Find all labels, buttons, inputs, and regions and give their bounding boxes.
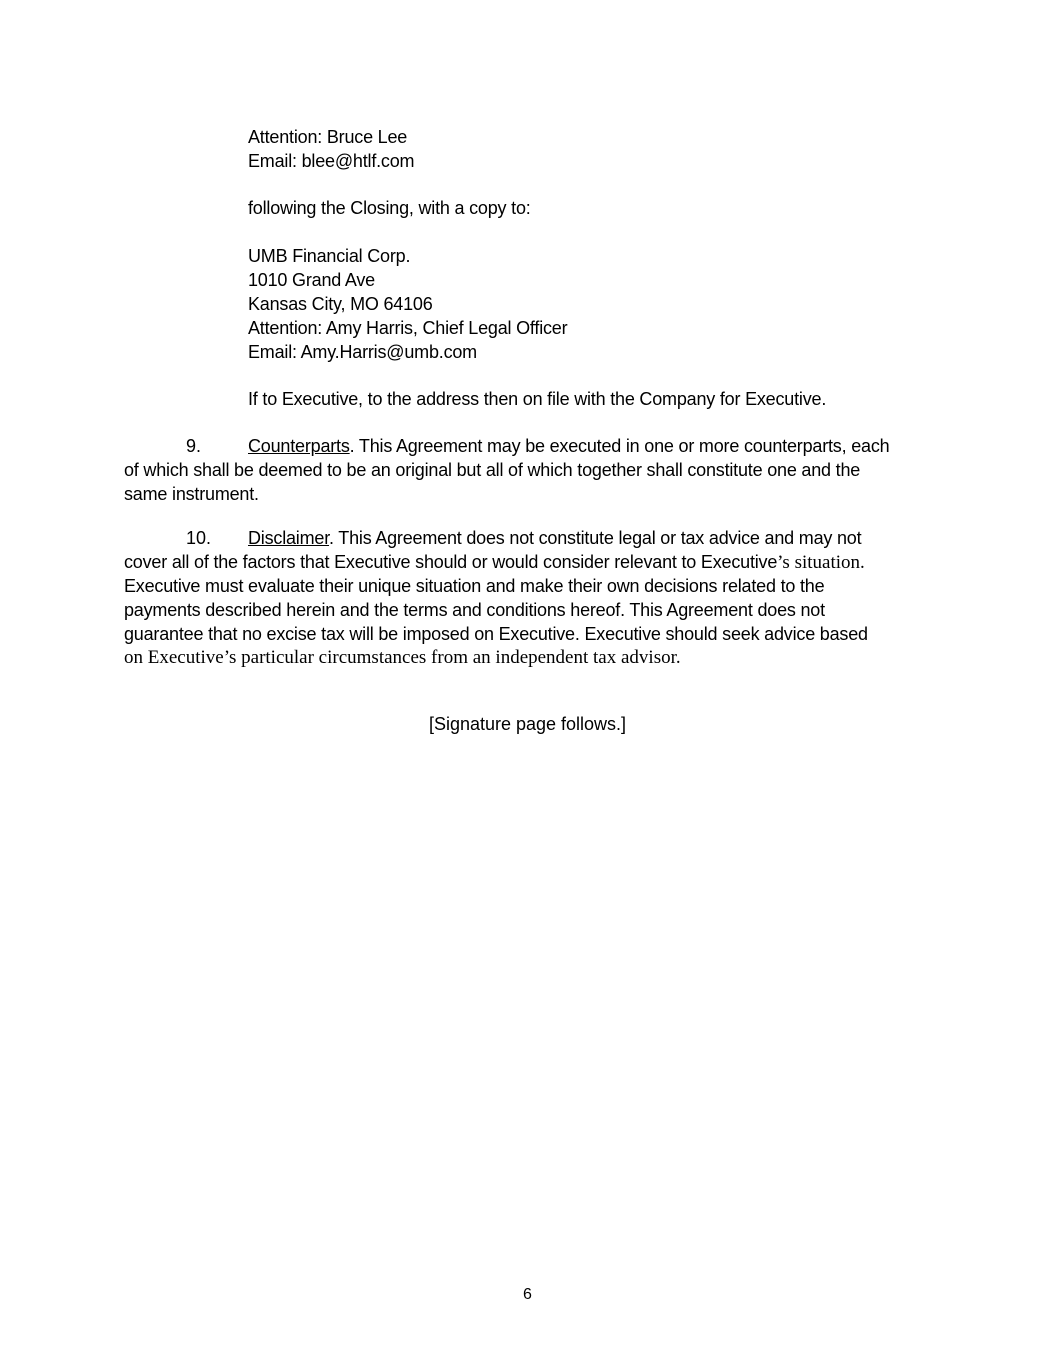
section-9-first-line — [248, 434, 889, 458]
copy-to-street: 1010 Grand Ave — [248, 270, 375, 290]
section-10-line-2-text: cover all of the factors that Executive should or would consider relevant to Executive — [124, 552, 778, 572]
executive-address-line: If to Executive, to the address then on file with the Company for Executive. — [248, 389, 827, 409]
section-10-line-2 — [124, 550, 865, 575]
section-10-number: 10. — [186, 528, 212, 548]
following-closing-line: following the Closing, with a copy to: — [248, 198, 531, 218]
section-10-line-1: . This Agreement does not constitute legal or tax advice and may not — [329, 528, 862, 548]
copy-to-city: Kansas City, MO 64106 — [248, 294, 433, 314]
section-9-line-1: . This Agreement may be executed in one or more counterparts, each — [349, 436, 890, 456]
section-9-line-3: same instrument. — [124, 484, 259, 504]
section-10-line-2-tail: ’s situation. — [777, 552, 865, 573]
section-10-line-6: on Executive’s particular circumstances from an independent tax advisor. — [124, 647, 681, 668]
section-10-first-line — [248, 526, 861, 550]
email-line: Email: blee@htlf.com — [248, 151, 415, 171]
section-10-line-5: guarantee that no excise tax will be imposed on Executive. Executive should seek advice based — [124, 624, 868, 644]
attention-line: Attention: Bruce Lee — [248, 127, 408, 147]
copy-to-attention: Attention: Amy Harris, Chief Legal Officer — [248, 318, 568, 338]
page-number: 6 — [523, 1286, 532, 1303]
copy-to-company-name: UMB Financial Corp. — [248, 246, 411, 266]
copy-to-email: Email: Amy.Harris@umb.com — [248, 342, 477, 362]
signature-page-note: [Signature page follows.] — [428, 714, 627, 734]
section-10-heading: Disclaimer — [248, 528, 330, 548]
section-10-line-4: payments described herein and the terms and conditions hereof. This Agreement does not — [124, 600, 825, 620]
section-9-number: 9. — [186, 436, 202, 456]
section-9-line-2: of which shall be deemed to be an original but all of which together shall constitute one and the — [124, 460, 861, 480]
section-10-line-3: Executive must evaluate their unique situation and make their own decisions related to the — [124, 576, 825, 596]
section-9-heading: Counterparts — [248, 436, 350, 456]
